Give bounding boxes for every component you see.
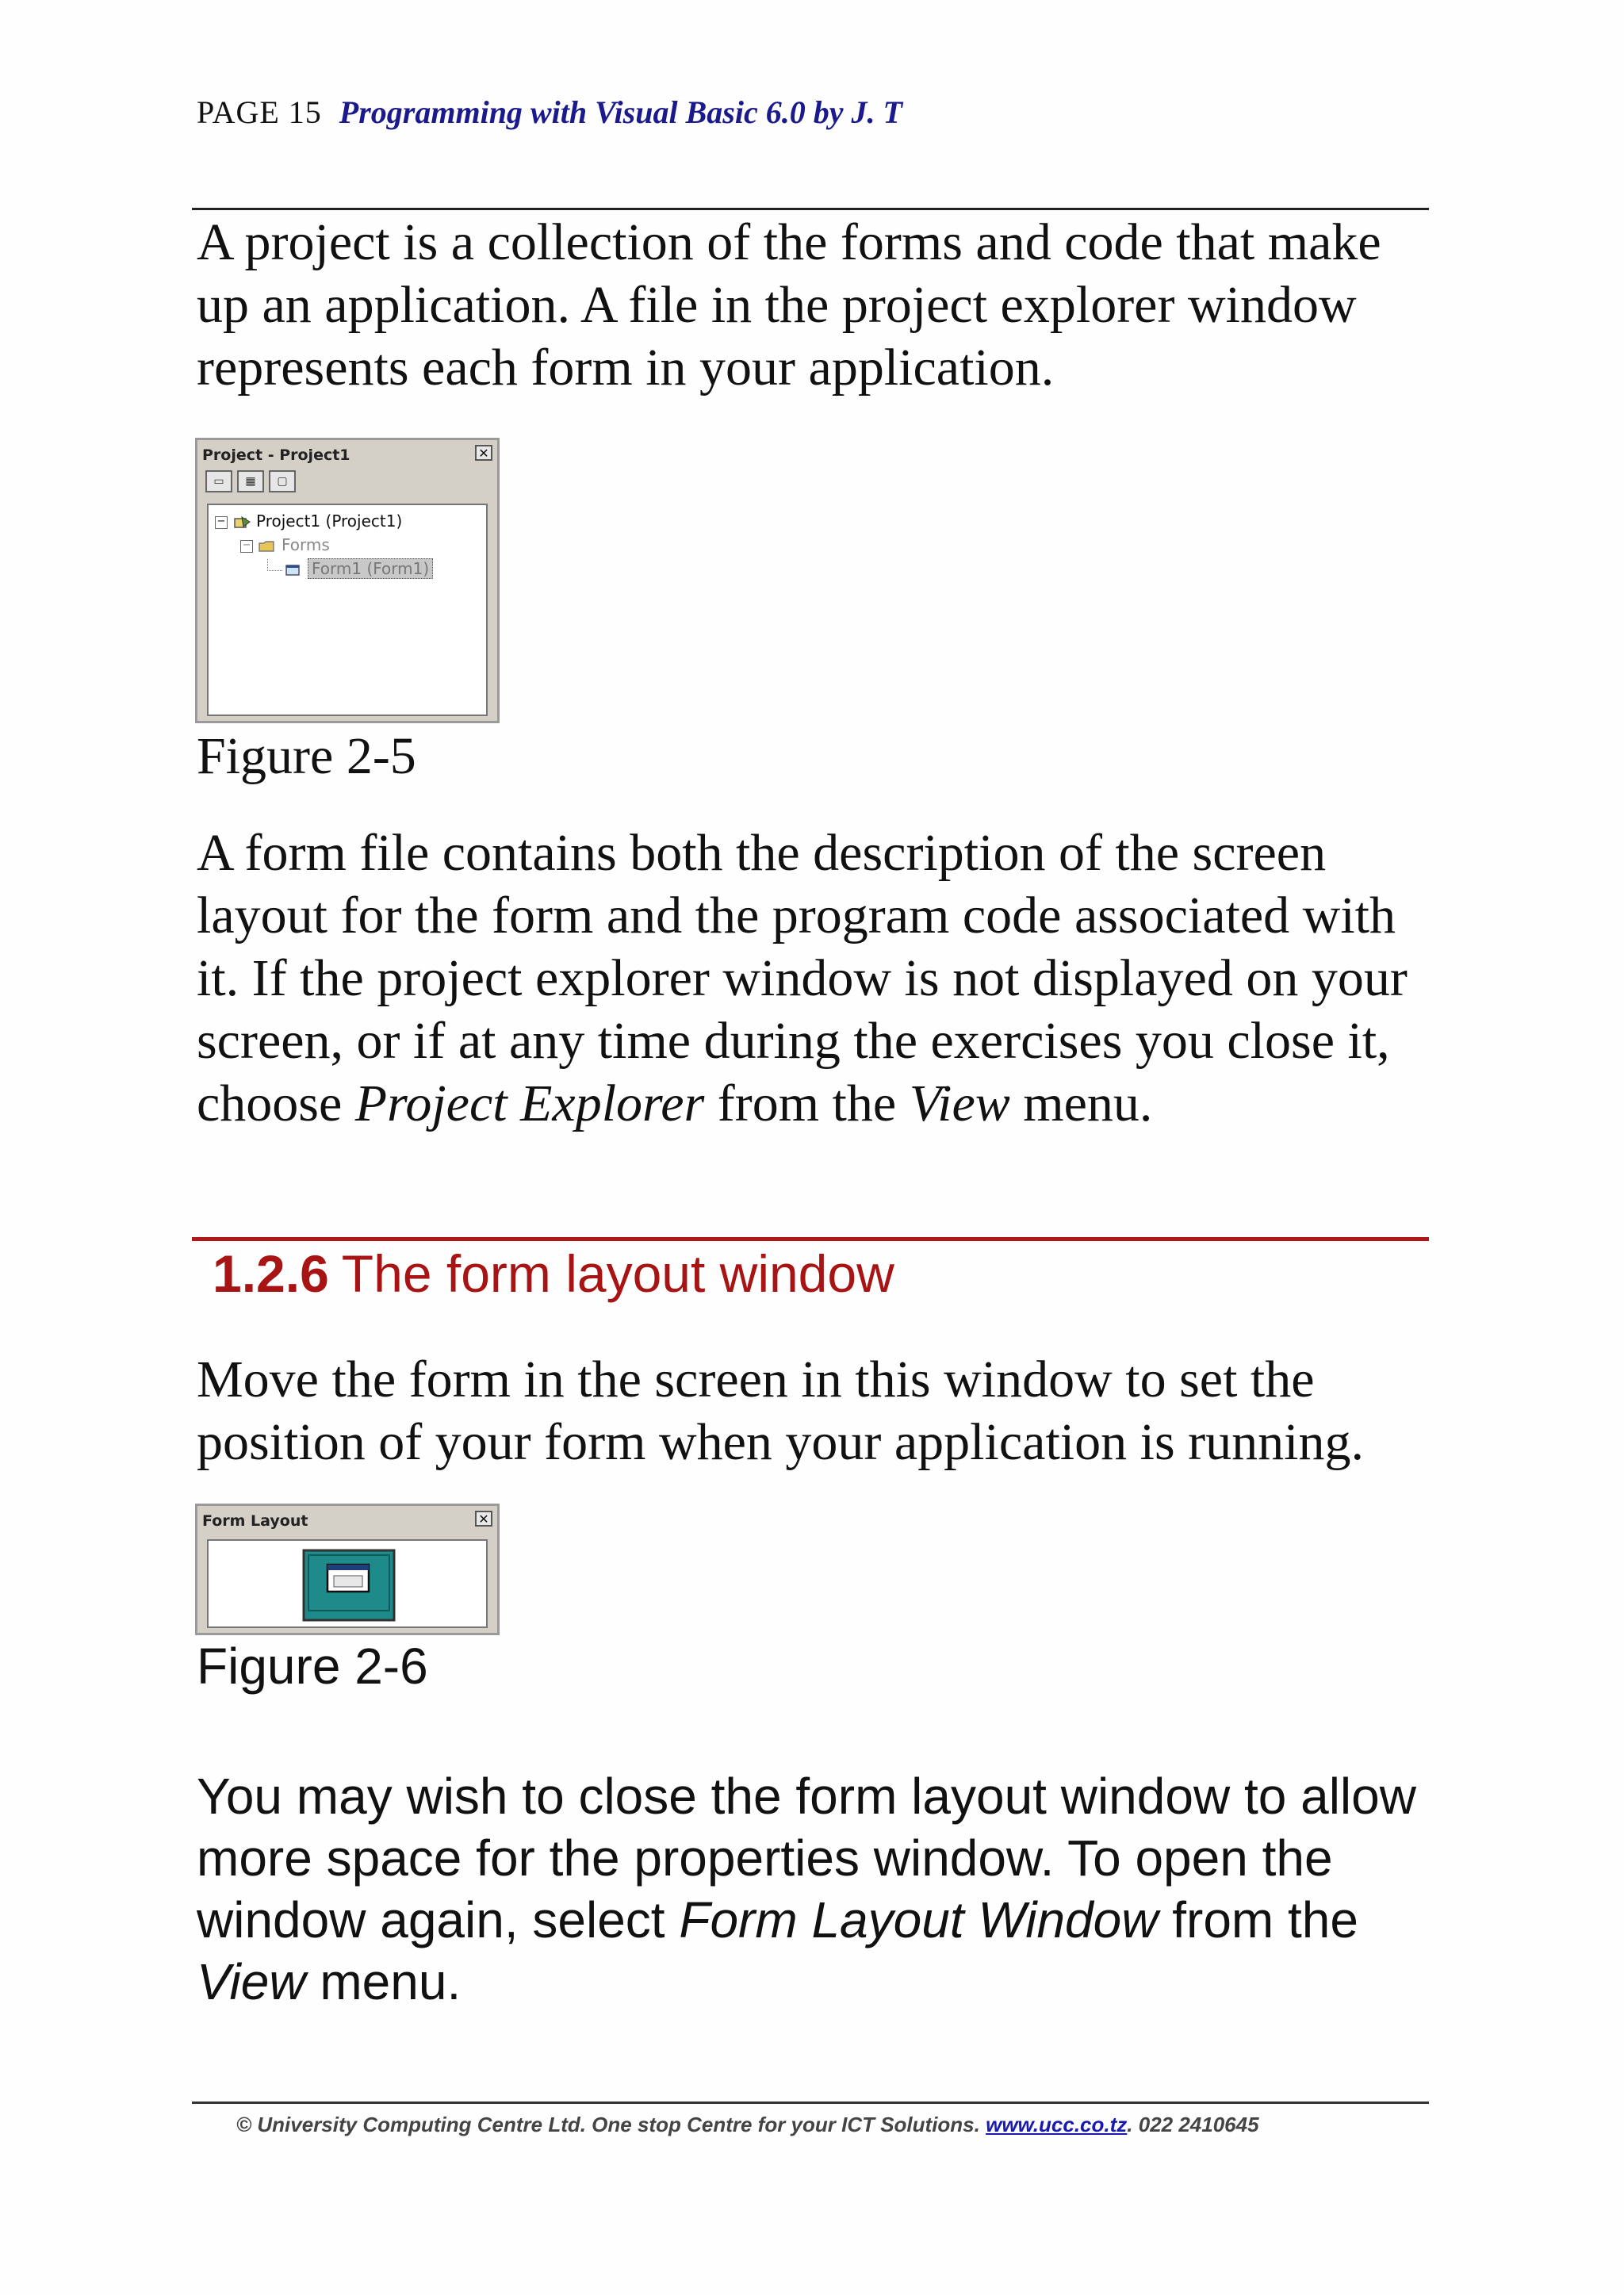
paragraph-form-file [197, 822, 1434, 1135]
view-code-icon: ▭ [205, 470, 232, 492]
form-layout-window [195, 1504, 500, 1635]
page-number: PAGE 15 [197, 94, 322, 130]
paragraph-4-text-b: from the [1158, 1891, 1358, 1948]
book-title: Programming with Visual Basic 6.0 by J. T [339, 94, 902, 130]
section-number: 1.2.6 [213, 1244, 329, 1303]
tree-root [215, 511, 402, 531]
paragraph-4-em-form-layout-window: Form Layout Window [679, 1891, 1159, 1948]
footer-rule [192, 2102, 1429, 2104]
close-icon: ✕ [475, 445, 492, 461]
tree-item-label: Form1 (Form1) [308, 558, 433, 579]
paragraph-project-definition: A project is a collection of the forms and code that make up an application. A file in the project explorer window represents each form in your application. [197, 213, 1381, 397]
paragraph-4-text-c: menu. [305, 1953, 462, 2010]
form-layout-client [207, 1539, 488, 1628]
page-footer [236, 2113, 1259, 2137]
paragraph-2-text-a: A form file contains both the description of the screen layout for the form and the program code associated with it. If the project explorer window is not displayed on your screen, or if at any time during the exercises you close it, choose [197, 824, 1408, 1132]
project-explorer-title: Project - Project1 [202, 446, 350, 464]
section-title: The form layout window [341, 1244, 894, 1303]
close-icon: ✕ [475, 1511, 492, 1527]
section-rule [192, 1237, 1429, 1241]
project-explorer-toolbar [205, 470, 301, 497]
tree-item [267, 559, 433, 578]
collapse-icon: − [240, 540, 253, 553]
tree-folder [240, 535, 330, 554]
footer-website-link[interactable]: www.ucc.co.tz [986, 2113, 1128, 2136]
tree-folder-label: Forms [282, 535, 330, 554]
toggle-folders-icon: ▢ [269, 470, 296, 492]
paragraph-2-em-project-explorer: Project Explorer [354, 1075, 705, 1132]
header-rule [192, 208, 1429, 210]
footer-copyright: © University Computing Centre Ltd. One stop Centre for your ICT Solutions. [236, 2113, 986, 2136]
project-explorer-window [195, 438, 500, 723]
folder-icon [258, 539, 277, 554]
view-object-icon: ▦ [237, 470, 264, 492]
collapse-icon: − [215, 516, 228, 529]
paragraph-4-text-a: You may wish to close the form layout window to allow more space for the properties window. To open the window again, select [197, 1768, 1416, 1948]
form-icon [284, 563, 303, 577]
tree-connector [267, 559, 282, 571]
monitor-preview-icon [209, 1541, 486, 1626]
paragraph-2-text-c: menu. [1009, 1075, 1153, 1132]
section-heading [213, 1243, 894, 1304]
paragraph-2-em-view: View [909, 1075, 1010, 1132]
footer-phone: . 022 2410645 [1127, 2113, 1259, 2136]
form-layout-title: Form Layout [202, 1512, 308, 1530]
paragraph-4-em-view: View [197, 1953, 306, 2010]
paragraph-close-layout [197, 1765, 1434, 2013]
figure-2-5-caption: Figure 2-5 [197, 727, 416, 785]
figure-2-6-caption: Figure 2-6 [197, 1638, 428, 1695]
paragraph-2-text-b: from the [704, 1075, 910, 1132]
tree-root-label: Project1 (Project1) [256, 511, 403, 531]
page-header [197, 94, 902, 131]
project-icon [232, 515, 251, 530]
project-tree [207, 504, 488, 716]
paragraph-form-layout: Move the form in the screen in this window to set the position of your form when your application is running. [197, 1351, 1364, 1471]
